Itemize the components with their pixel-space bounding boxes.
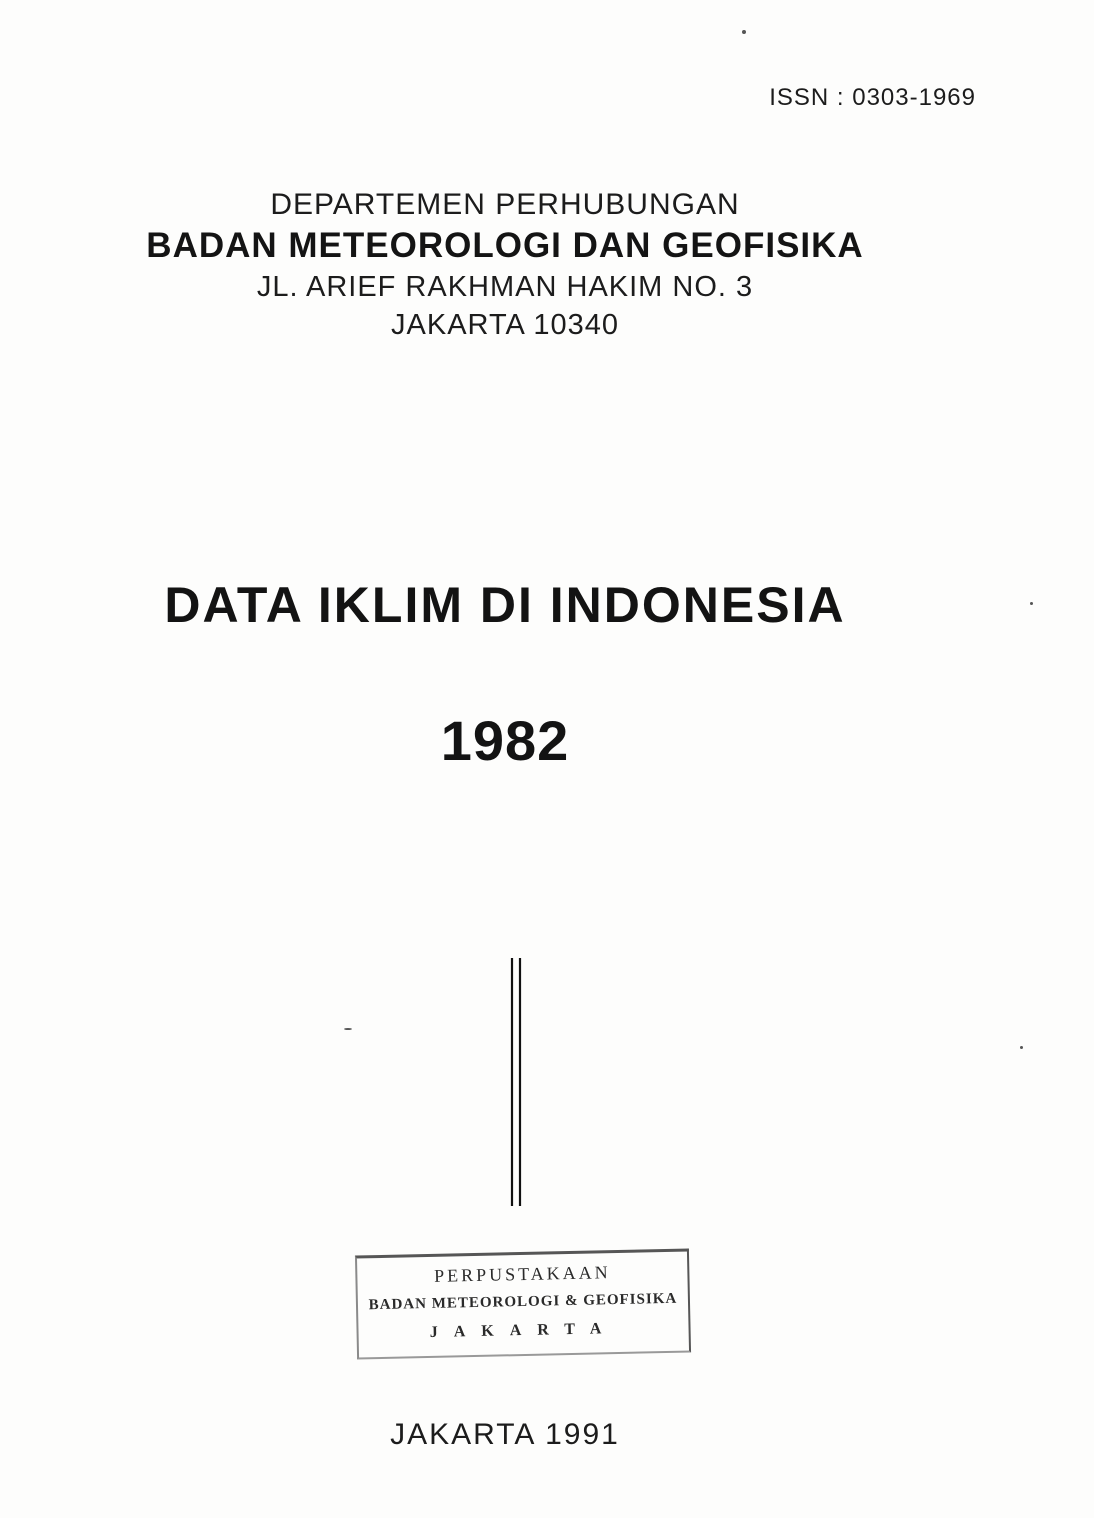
department-name: DEPARTEMEN PERHUBUNGAN xyxy=(270,188,740,221)
paper-speck xyxy=(742,30,746,34)
document-title: DATA IKLIM DI INDONESIA xyxy=(164,577,846,633)
library-stamp xyxy=(355,1249,691,1360)
publication-place-date: JAKARTA 1991 xyxy=(390,1418,620,1451)
stamp-city-label: JAKARTA xyxy=(429,1320,618,1341)
address-street: JL. ARIEF RAKHMAN HAKIM NO. 3 xyxy=(256,271,754,303)
issn-label: ISSN : 0303-1969 xyxy=(769,84,976,111)
document-year: 1982 xyxy=(440,709,570,772)
paper-speck xyxy=(1030,602,1033,605)
stamp-library-label: PERPUSTAKAAN xyxy=(433,1262,611,1286)
address-city: JAKARTA 10340 xyxy=(391,309,619,341)
paper-speck xyxy=(344,1028,352,1030)
paper-speck xyxy=(1020,1046,1023,1049)
publisher-header xyxy=(0,186,1010,344)
agency-name: BADAN METEOROLOGI DAN GEOFISIKA xyxy=(146,226,864,265)
double-vertical-rule xyxy=(510,958,522,1206)
stamp-agency-label: BADAN METEOROLOGI & GEOFISIKA xyxy=(368,1290,678,1314)
